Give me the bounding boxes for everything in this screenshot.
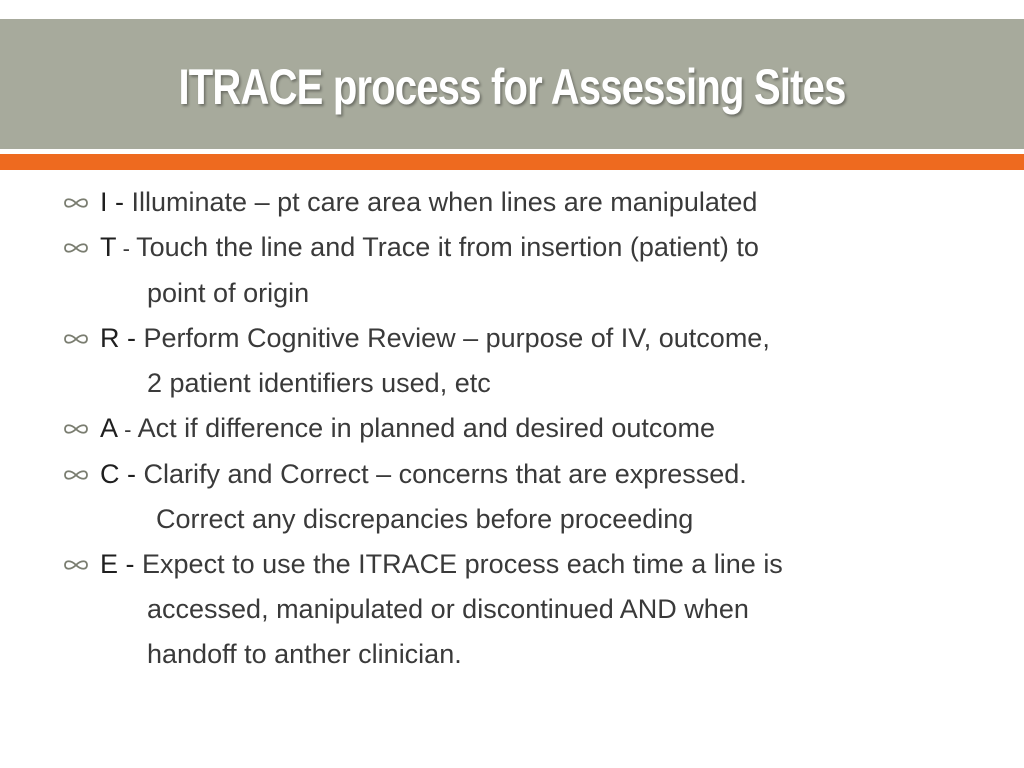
bullet-key: C - <box>100 459 144 489</box>
bullet-continuation: 2 patient identifiers used, etc <box>147 368 491 398</box>
loop-bullet-icon <box>63 331 89 347</box>
bullet-initial: E <box>142 549 161 579</box>
bullet-text: Perform Cognitive <box>143 323 368 353</box>
accent-divider <box>0 154 1024 170</box>
loop-bullet-icon <box>63 467 89 483</box>
bullet-key: E - <box>100 549 143 579</box>
bullet-initial: I <box>131 187 140 217</box>
bullet-continuation: Correct any discrepancies before proceeding <box>156 504 694 534</box>
list-item-r <box>0 316 1024 406</box>
list-item-e <box>0 542 1024 677</box>
loop-bullet-icon <box>63 240 89 256</box>
bullet-list <box>0 180 1024 677</box>
bullet-key: I - <box>100 187 132 217</box>
bullet-text-2: orrect – concerns that are expressed. <box>299 459 747 489</box>
bullet-key: A <box>100 413 119 443</box>
bullet-text: ouch the line and <box>149 232 363 262</box>
list-item-t <box>0 225 1024 316</box>
bullet-initial: T <box>136 232 150 262</box>
bullet-initial: R <box>367 323 387 353</box>
loop-bullet-icon <box>63 195 89 211</box>
bullet-initial: C <box>143 459 163 489</box>
bullet-text: larify and <box>163 459 281 489</box>
loop-bullet-icon <box>63 557 89 573</box>
bullet-separator: - <box>118 417 138 442</box>
bullet-key: T <box>100 232 117 262</box>
bullet-text: ct if difference in planned and desired outcome <box>155 413 715 443</box>
bullet-continuation: point of origin <box>147 278 310 308</box>
bullet-text: lluminate – pt care area when lines are manipulated <box>139 187 758 217</box>
list-item-c <box>0 452 1024 542</box>
bullet-initial: A <box>137 413 156 443</box>
bullet-continuation: accessed, manipulated or discontinued AND when <box>147 594 749 624</box>
list-item-i <box>0 180 1024 225</box>
bullet-initial-2: C <box>280 459 300 489</box>
bullet-text-2: eview – purpose of IV, outcome, <box>386 323 770 353</box>
bullet-key: R - <box>100 323 144 353</box>
loop-bullet-icon <box>63 421 89 437</box>
slide-title: ITRACE process for Assessing Sites <box>178 59 846 115</box>
bullet-separator: - <box>116 236 137 261</box>
bullet-continuation-2: handoff to anther clinician. <box>147 639 462 669</box>
bullet-text: xpect to use the ITRACE process each time a line is <box>160 549 783 579</box>
title-band <box>0 19 1024 149</box>
bullet-initial-2: T <box>362 232 378 262</box>
bullet-text-2: race it from insertion (patient) to <box>377 232 759 262</box>
list-item-a <box>0 406 1024 452</box>
